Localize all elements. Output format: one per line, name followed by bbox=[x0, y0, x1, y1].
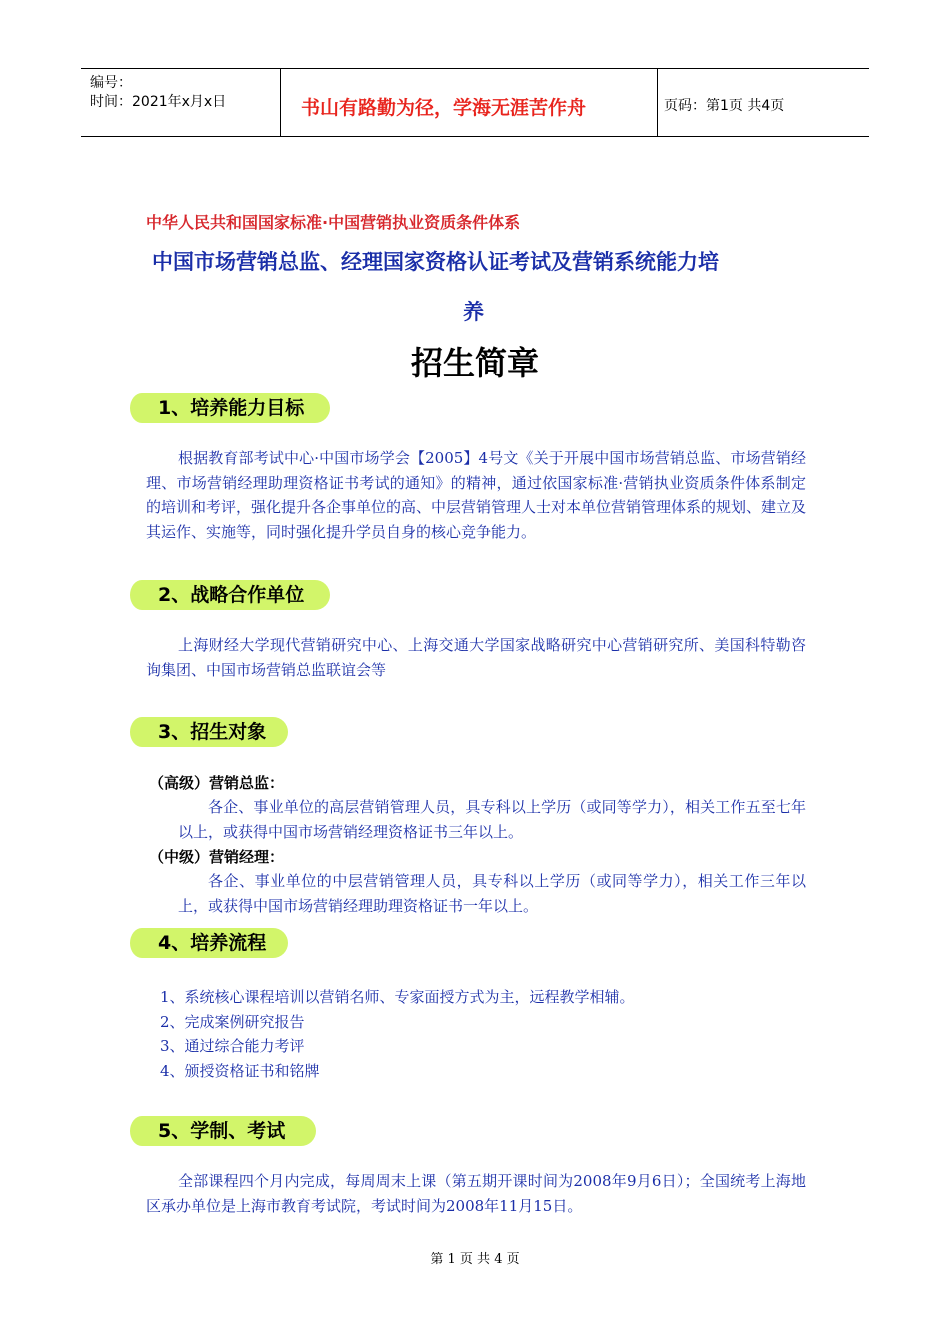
section-heading-goals: 1、培养能力目标 bbox=[142, 393, 330, 423]
senior-level-text: 各企、事业单位的高层营销管理人员，具专科以上学历（或同等学力），相关工作五至七年以上，或获得中国市场营销经理资格证书三年以上。 bbox=[178, 798, 806, 841]
page-footer: 第 1 页 共 4 页 bbox=[430, 1252, 520, 1267]
header-motto: 书山有路勤为径，学海无涯苦作舟 bbox=[301, 97, 587, 119]
section-heading-schedule: 5、学制、考试 bbox=[142, 1116, 316, 1146]
section-text-schedule: 全部课程四个月内完成，每周周末上课（第五期开课时间为2008年9月6日）；全国统考上海地区承办单位是上海市教育考试院，考试时间为2008年11月15日。 bbox=[146, 1172, 806, 1215]
list-item: 1、系统核心课程培训以营销名师、专家面授方式为主，远程教学相辅。 bbox=[160, 988, 635, 1006]
section-heading-partners: 2、战略合作单位 bbox=[142, 580, 330, 610]
middle-level-text: 各企、事业单位的中层营销管理人员，具专科以上学历（或同等学力），相关工作三年以上，或获得中国市场营销经理助理资格证书一年以上。 bbox=[178, 872, 806, 915]
list-item: 3、通过综合能力考评 bbox=[160, 1037, 305, 1056]
document-header bbox=[81, 68, 869, 137]
document-number: 编号： bbox=[90, 75, 132, 91]
middle-level-label: （中级）营销经理： bbox=[149, 848, 285, 866]
main-title: 招生简章 bbox=[410, 344, 539, 382]
header-right-cell bbox=[658, 69, 869, 136]
document-title-line-2: 养 bbox=[463, 300, 484, 324]
document-time: 时间：2021年x月x日 bbox=[90, 94, 227, 110]
document-title-line-1: 中国市场营销总监、经理国家资格认证考试及营销系统能力培 bbox=[152, 250, 719, 274]
process-steps-list bbox=[160, 985, 635, 1084]
section-text-partners: 上海财经大学现代营销研究中心、上海交通大学国家战略研究中心营销研究所、美国科特勒咨询集团、中国市场营销总监联谊会等 bbox=[146, 636, 806, 679]
list-item: 2、完成案例研究报告 bbox=[160, 1012, 305, 1031]
header-center-cell bbox=[281, 69, 658, 136]
header-page-number: 页码：第1页 共4页 bbox=[664, 98, 785, 114]
standard-subtitle: 中华人民共和国国家标准·中国营销执业资质条件体系 bbox=[146, 213, 521, 232]
section-heading-process: 4、培养流程 bbox=[142, 928, 288, 958]
section-heading-target: 3、招生对象 bbox=[142, 717, 288, 747]
list-item: 4、颁授资格证书和铭牌 bbox=[160, 1062, 320, 1081]
section-text-goals: 根据教育部考试中心·中国市场学会【2005】4号文《关于开展中国市场营销总监、市场营销经理、市场营销经理助理资格证书考试的通知》的精神，通过依国家标准·营销执业资质条件体系制定的培训和考评，强化提升各企事单位的高、中层营销管理人士对本单位营销管理体系的规划、建立及其运作、实施等，同时强化提升学员自身的核心竞争能力。 bbox=[146, 449, 807, 541]
header-left-cell bbox=[81, 69, 281, 136]
senior-level-label: （高级）营销总监： bbox=[149, 774, 285, 792]
